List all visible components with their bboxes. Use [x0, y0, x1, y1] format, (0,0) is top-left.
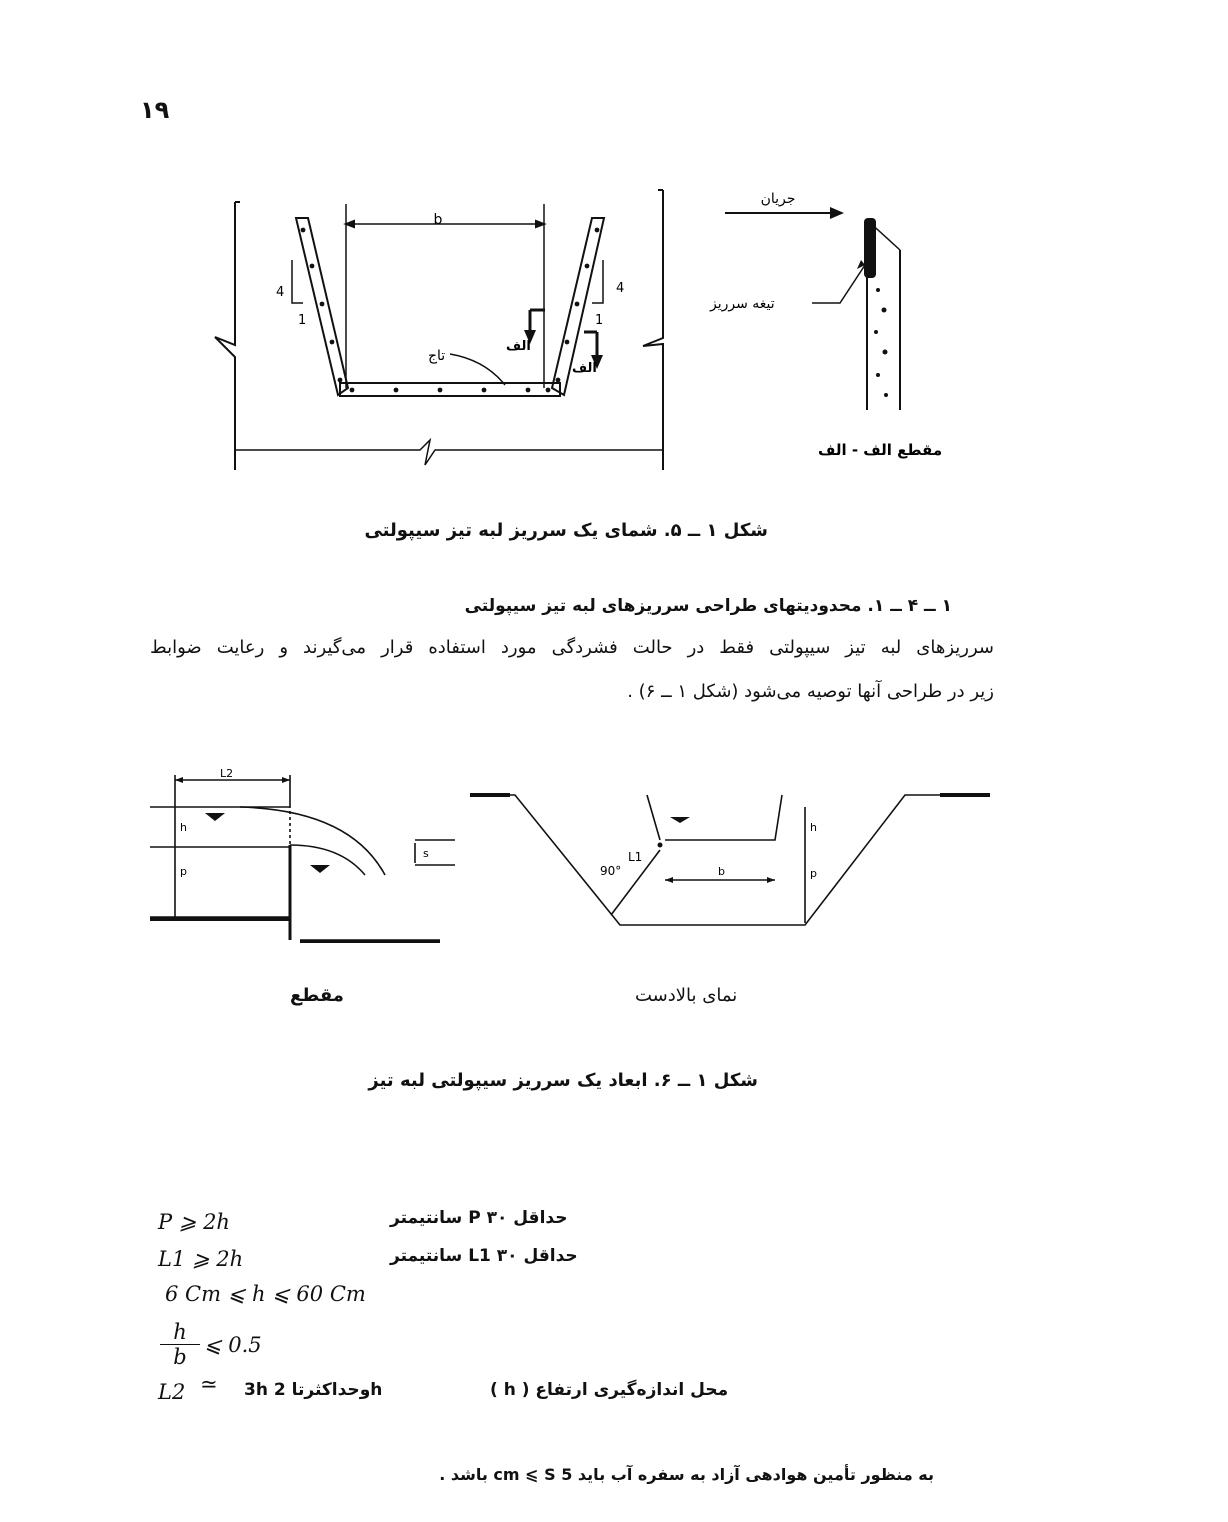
flow-label: جریان: [760, 191, 796, 207]
note-min-p: حداقل P ۳۰ سانتیمتر: [390, 1208, 568, 1228]
paragraph-line-2: زیر در طراحی آنها توصیه می‌شود (شکل ۱ ــ ۶) .: [627, 681, 994, 702]
paragraph-line-1: سرریزهای لبه تیز سیپولتی فقط در حالت فشردگی مورد استفاده قرار می‌گیرند و رعایت ضوابط: [150, 637, 994, 658]
formula-ratio: [160, 1320, 200, 1369]
right-wall-line: [643, 190, 663, 470]
figure-1-drawing: [200, 180, 980, 490]
formula-p: P ⩾ 2h: [158, 1210, 230, 1234]
page-number: ۱۹: [140, 96, 170, 124]
figure-2-drawing: [150, 765, 1000, 945]
b-label-view: b: [718, 865, 725, 878]
h-label-view: h: [810, 821, 817, 834]
channel-outline: [470, 795, 990, 925]
b-dimension-label: b: [433, 212, 443, 228]
ratio-denominator: b: [160, 1344, 200, 1369]
section-mark-left: الف: [506, 339, 531, 354]
h-label-section: h: [180, 821, 187, 834]
L2-label: L2: [220, 767, 234, 780]
angle-label: 90°: [600, 864, 622, 878]
formula-h-range: 6 Cm ⩽ h ⩽ 60 Cm: [165, 1282, 366, 1306]
figure-2-caption: شکل ۱ ــ ۶. ابعاد یک سرریز سیپولتی لبه تیز: [368, 1070, 758, 1091]
slope-v-right: 1: [595, 313, 604, 328]
blade-label: تیغه سرریز: [710, 296, 775, 312]
left-wall-line: [215, 202, 235, 470]
slope-h-right: 4: [616, 281, 625, 296]
formula-l2-rel: ≃: [200, 1372, 218, 1396]
note-measure-location: محل اندازه‌گیری ارتفاع ( h ): [490, 1380, 729, 1400]
section-mark-right: الف: [572, 361, 597, 376]
crest-label: تاج: [428, 348, 446, 364]
formula-l1: L1 ⩾ 2h: [158, 1247, 244, 1271]
section-heading: ۱ ــ ۴ ــ ۱. محدودیتهای طراحی سرریزهای لبه تیز سیپولتی: [464, 596, 952, 616]
section-title: مقطع الف - الف: [818, 441, 943, 459]
ratio-relation: ⩽ 0.5: [204, 1333, 262, 1357]
p-label-view: p: [810, 867, 817, 880]
L1-label: L1: [628, 850, 643, 864]
figure-1-caption: شکل ۱ ــ ۵. شمای یک سرریز لبه تیز سیپولتی: [364, 520, 768, 541]
footer-note: به منظور تأمین هوادهی آزاد به سفره آب باید 5 cm ⩽ S باشد .: [439, 1465, 934, 1484]
formula-l2-lhs: L2: [158, 1380, 186, 1404]
ratio-numerator: h: [173, 1320, 187, 1344]
section-view-label: مقطع: [290, 985, 344, 1006]
slope-h-left: 4: [276, 285, 285, 300]
p-label-section: p: [180, 865, 187, 878]
slope-v-left: 1: [298, 313, 307, 328]
s-label: s: [423, 847, 429, 860]
upstream-view-label: نمای بالادست: [635, 985, 738, 1006]
note-min-l1: حداقل L1 ۳۰ سانتیمتر: [390, 1246, 578, 1266]
formula-l2-rhs: 3h وحداکثرتا 2h: [244, 1380, 383, 1400]
left-slope-plate: [296, 218, 348, 395]
